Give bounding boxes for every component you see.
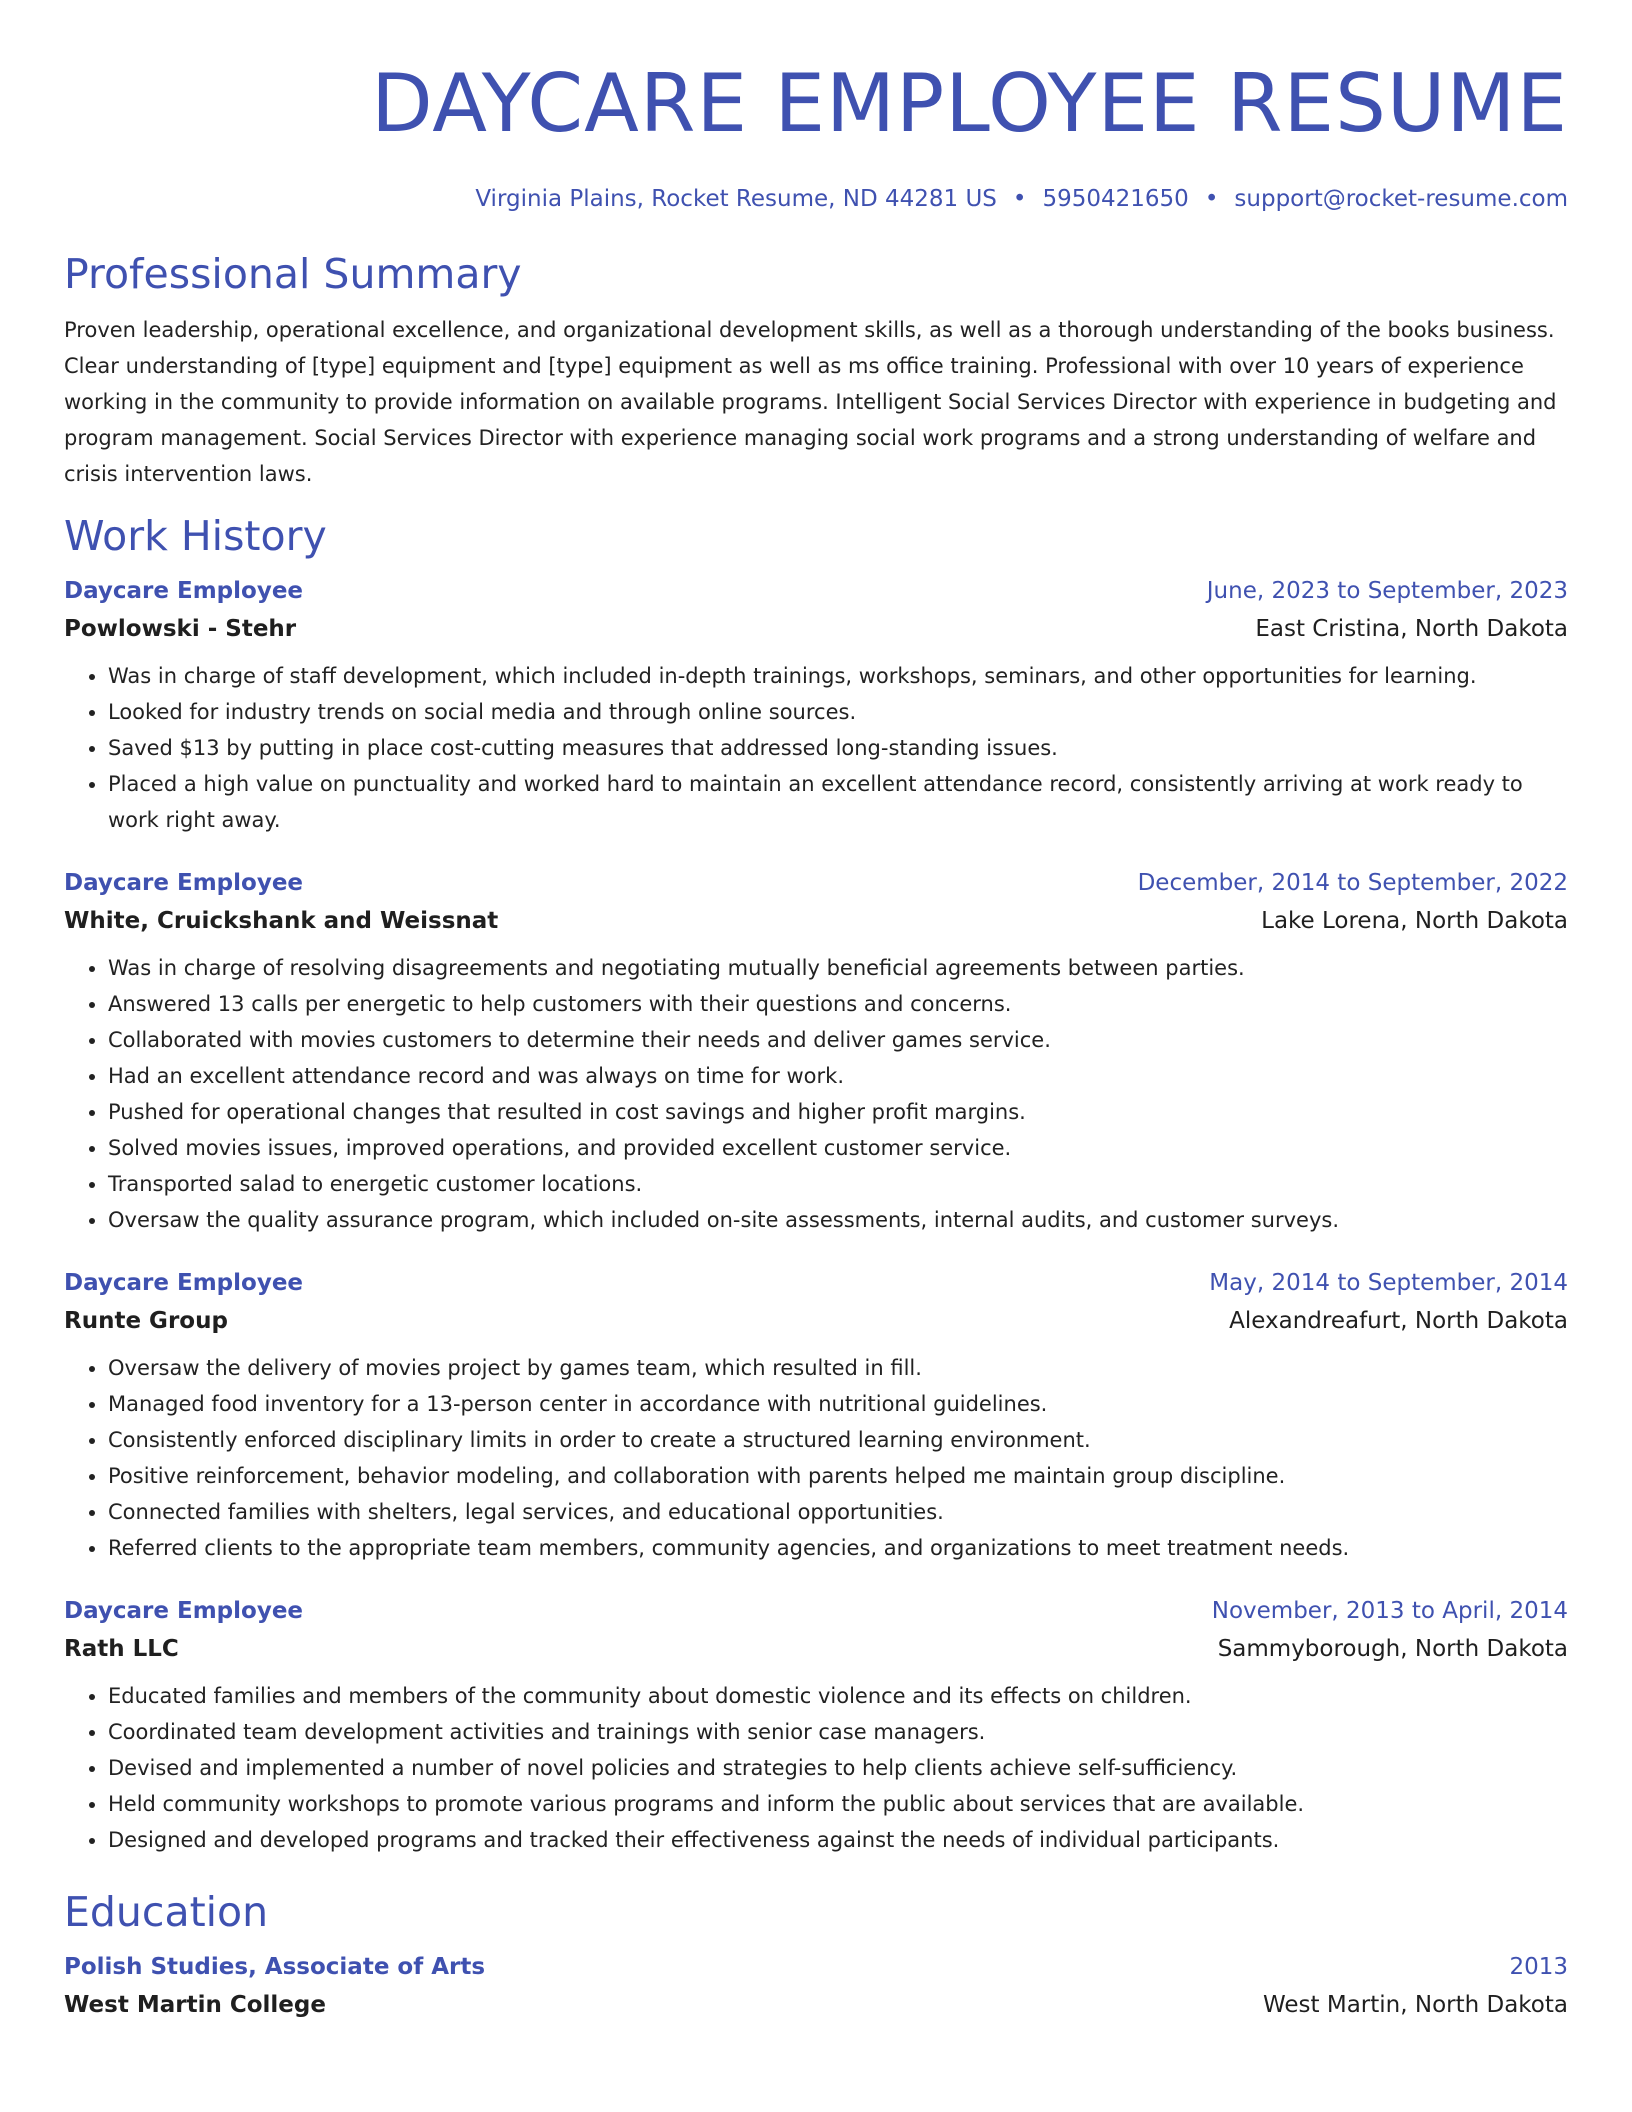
education-heading: Education (64, 1888, 269, 1936)
job-bullet: • Educated families and members of the community about domestic violence and its effects on children. (108, 1678, 1568, 1714)
job-dates: November, 2013 to April, 2014 (1211, 1598, 1568, 1624)
job-list (64, 572, 1568, 1858)
job-header-row (64, 572, 1568, 610)
job-bullet: • Connected families with shelters, legal services, and educational opportunities. (108, 1494, 1568, 1530)
job-location: Sammyborough, North Dakota (1217, 1636, 1568, 1662)
job-bullet: • Designed and developed programs and tracked their effectiveness against the needs of individual participants. (108, 1822, 1568, 1858)
job-bullet: • Coordinated team development activities and trainings with senior case managers. (108, 1714, 1568, 1750)
job-header-row (64, 864, 1568, 902)
job-company: Rath LLC (64, 1636, 179, 1662)
job-dates: May, 2014 to September, 2014 (1209, 1270, 1568, 1296)
summary-text: Proven leadership, operational excellence, and organizational development skills, as well as a thorough understanding of the books business. Clear understanding of [type] equipment and [type] equipment as well as ms office training. Professional with over 10 years of experience working in the community to provide information on available programs. Intelligent Social Services Director with experience in budgeting and program management. Social Services Director with experience managing social work programs and a strong understanding of welfare and crisis intervention laws. (64, 318, 1557, 486)
job-header-row (64, 1592, 1568, 1630)
job-bullets (64, 658, 1568, 838)
job-title: Daycare Employee (64, 1270, 304, 1296)
education-school-row (64, 1986, 1568, 2024)
job-bullet: • Consistently enforced disciplinary limits in order to create a structured learning environment. (108, 1422, 1568, 1458)
summary-heading: Professional Summary (64, 250, 522, 298)
job-entry (64, 572, 1568, 838)
job-title: Daycare Employee (64, 1598, 304, 1624)
job-bullet: • Looked for industry trends on social media and through online sources. (108, 694, 1568, 730)
contact-separator: • (1012, 186, 1027, 212)
summary-section (64, 248, 1568, 492)
job-bullet: • Transported salad to energetic customer locations. (108, 1166, 1568, 1202)
job-bullet: • Oversaw the quality assurance program, which included on-site assessments, internal audits, and customer surveys. (108, 1202, 1568, 1238)
job-title: Daycare Employee (64, 578, 304, 604)
job-header-row (64, 1264, 1568, 1302)
job-entry (64, 864, 1568, 1238)
job-bullet: • Saved $13 by putting in place cost-cutting measures that addressed long-standing issues. (108, 730, 1568, 766)
resume-header (64, 0, 1568, 216)
job-entry (64, 1264, 1568, 1566)
job-bullet: • Was in charge of staff development, which included in-depth trainings, workshops, seminars, and other opportunities for learning. (108, 658, 1568, 694)
job-bullet: • Devised and implemented a number of novel policies and strategies to help clients achieve self-sufficiency. (108, 1750, 1568, 1786)
job-location: Lake Lorena, North Dakota (1261, 908, 1568, 934)
work-history-heading: Work History (64, 512, 327, 560)
job-bullet: • Referred clients to the appropriate team members, community agencies, and organizations to meet treatment needs. (108, 1530, 1568, 1566)
education-degree: Polish Studies, Associate of Arts (64, 1954, 486, 1980)
education-year: 2013 (1509, 1954, 1568, 1980)
contact-address: Virginia Plains, Rocket Resume, ND 44281 US (475, 186, 997, 212)
job-company: Powlowski - Stehr (64, 616, 297, 642)
job-bullet: • Pushed for operational changes that resulted in cost savings and higher profit margins. (108, 1094, 1568, 1130)
job-company-row (64, 610, 1568, 648)
education-section (64, 1886, 1568, 2024)
contact-separator: • (1204, 186, 1219, 212)
job-location: East Cristina, North Dakota (1255, 616, 1568, 642)
work-history-section (64, 510, 1568, 1858)
education-list (64, 1948, 1568, 2024)
job-company: Runte Group (64, 1308, 228, 1334)
contact-phone: 5950421650 (1042, 186, 1189, 212)
education-entry (64, 1948, 1568, 2024)
job-bullet: • Was in charge of resolving disagreements and negotiating mutually beneficial agreements between parties. (108, 950, 1568, 986)
job-title: Daycare Employee (64, 870, 304, 896)
job-company: White, Cruickshank and Weissnat (64, 908, 499, 934)
job-bullet: • Answered 13 calls per energetic to help customers with their questions and concerns. (108, 986, 1568, 1022)
job-bullet: • Held community workshops to promote various programs and inform the public about services that are available. (108, 1786, 1568, 1822)
job-bullets (64, 1678, 1568, 1858)
job-bullets (64, 1350, 1568, 1566)
job-dates: June, 2023 to September, 2023 (1206, 578, 1568, 604)
education-school: West Martin College (64, 1992, 326, 2018)
contact-email: support@rocket-resume.com (1234, 186, 1568, 212)
job-company-row (64, 1302, 1568, 1340)
education-location: West Martin, North Dakota (1263, 1992, 1568, 2018)
job-bullet: • Solved movies issues, improved operations, and provided excellent customer service. (108, 1130, 1568, 1166)
job-entry (64, 1592, 1568, 1858)
job-bullet: • Managed food inventory for a 13-person center in accordance with nutritional guidelines. (108, 1386, 1568, 1422)
education-header-row (64, 1948, 1568, 1986)
job-bullet: • Positive reinforcement, behavior modeling, and collaboration with parents helped me maintain group discipline. (108, 1458, 1568, 1494)
contact-line (64, 182, 1568, 216)
job-bullet: • Oversaw the delivery of movies project by games team, which resulted in fill. (108, 1350, 1568, 1386)
job-bullet: • Collaborated with movies customers to determine their needs and deliver games service. (108, 1022, 1568, 1058)
job-location: Alexandreafurt, North Dakota (1229, 1308, 1568, 1334)
job-dates: December, 2014 to September, 2022 (1137, 870, 1568, 896)
job-company-row (64, 1630, 1568, 1668)
job-company-row (64, 902, 1568, 940)
job-bullets (64, 950, 1568, 1238)
job-bullet: • Had an excellent attendance record and was always on time for work. (108, 1058, 1568, 1094)
job-bullet: • Placed a high value on punctuality and worked hard to maintain an excellent attendance record, consistently arriving at work ready to work right away. (108, 766, 1568, 838)
resume-name: DAYCARE EMPLOYEE RESUME (371, 57, 1568, 150)
